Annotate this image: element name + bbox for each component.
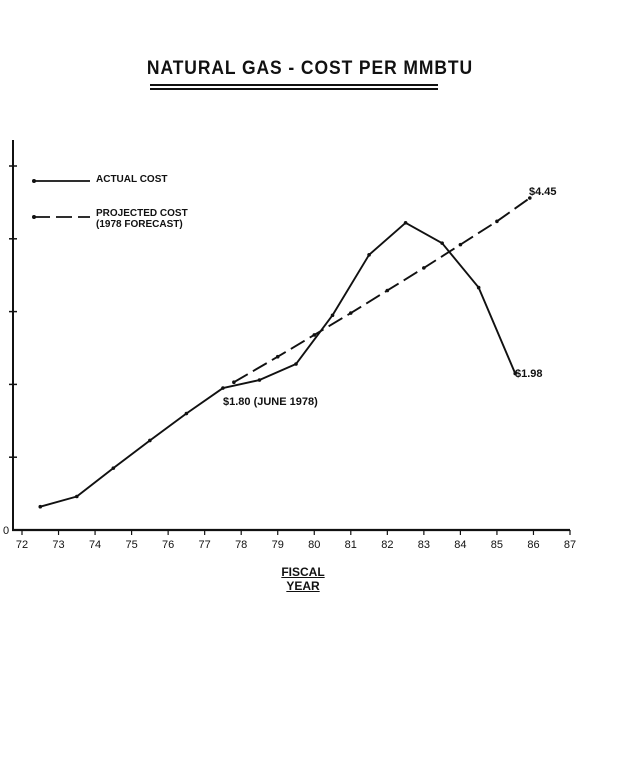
x-tick-label: 75 [125, 539, 138, 551]
actual-cost-point [221, 386, 225, 390]
x-tick-label: 79 [271, 539, 284, 551]
x-tick-label: 83 [417, 539, 430, 551]
legend-label-projected-line2: (1978 FORECAST) [96, 219, 183, 230]
x-axis-label: FISCAL YEAR [281, 565, 325, 593]
actual-cost-point [258, 378, 262, 382]
annotation-198: $1.98 [515, 368, 543, 380]
projected-cost-point [386, 289, 390, 293]
legend-label-actual: ACTUAL COST [96, 174, 168, 185]
actual-cost-line [40, 223, 515, 507]
projected-cost-point [459, 243, 463, 247]
series-lines [38, 196, 531, 508]
title-underline [150, 84, 438, 86]
actual-cost-point [38, 505, 42, 509]
x-tick-label: 87 [563, 539, 577, 551]
projected-cost-point [312, 333, 316, 337]
actual-cost-point [294, 362, 298, 366]
projected-cost-point [349, 311, 353, 315]
x-tick-label: 77 [198, 539, 211, 551]
x-tick-label: 80 [308, 539, 321, 551]
title-underline-2 [150, 88, 438, 90]
annotation-june-1978: $1.80 (JUNE 1978) [223, 396, 318, 408]
x-tick-label: 74 [88, 539, 102, 551]
actual-cost-point [477, 286, 481, 290]
y-tick-label: 0 [2, 525, 10, 537]
projected-cost-point [276, 355, 280, 359]
actual-cost-point [367, 253, 371, 257]
x-tick-label: 85 [490, 539, 504, 551]
actual-cost-point [112, 466, 116, 470]
actual-cost-point [185, 412, 189, 416]
annotation-445: $4.45 [529, 186, 557, 198]
axes [3, 140, 576, 551]
legend-marker-actual [32, 179, 36, 183]
x-tick-label: 86 [527, 539, 540, 551]
legend-marker-projected [32, 215, 36, 219]
x-tick-label: 84 [454, 539, 467, 551]
projected-cost-line [234, 198, 530, 382]
x-tick-label: 78 [235, 539, 248, 551]
actual-cost-point [148, 439, 152, 443]
x-tick-label: 73 [52, 539, 65, 551]
legend-label-projected [96, 208, 188, 230]
actual-cost-point [331, 313, 335, 317]
x-tick-label: 82 [381, 539, 394, 551]
actual-cost-point [404, 221, 408, 225]
x-tick-label: 76 [162, 539, 175, 551]
x-tick-label: 72 [15, 539, 29, 551]
projected-cost-point [495, 220, 499, 224]
actual-cost-point [75, 495, 79, 499]
legend-lines [32, 179, 90, 219]
projected-cost-point [232, 380, 236, 384]
legend-label-projected-line1: PROJECTED COST [96, 208, 188, 219]
actual-cost-point [440, 241, 444, 245]
chart-title: NATURAL GAS - COST PER MMBTU [146, 58, 474, 79]
x-tick-label: 81 [344, 539, 357, 551]
projected-cost-point [422, 266, 426, 270]
